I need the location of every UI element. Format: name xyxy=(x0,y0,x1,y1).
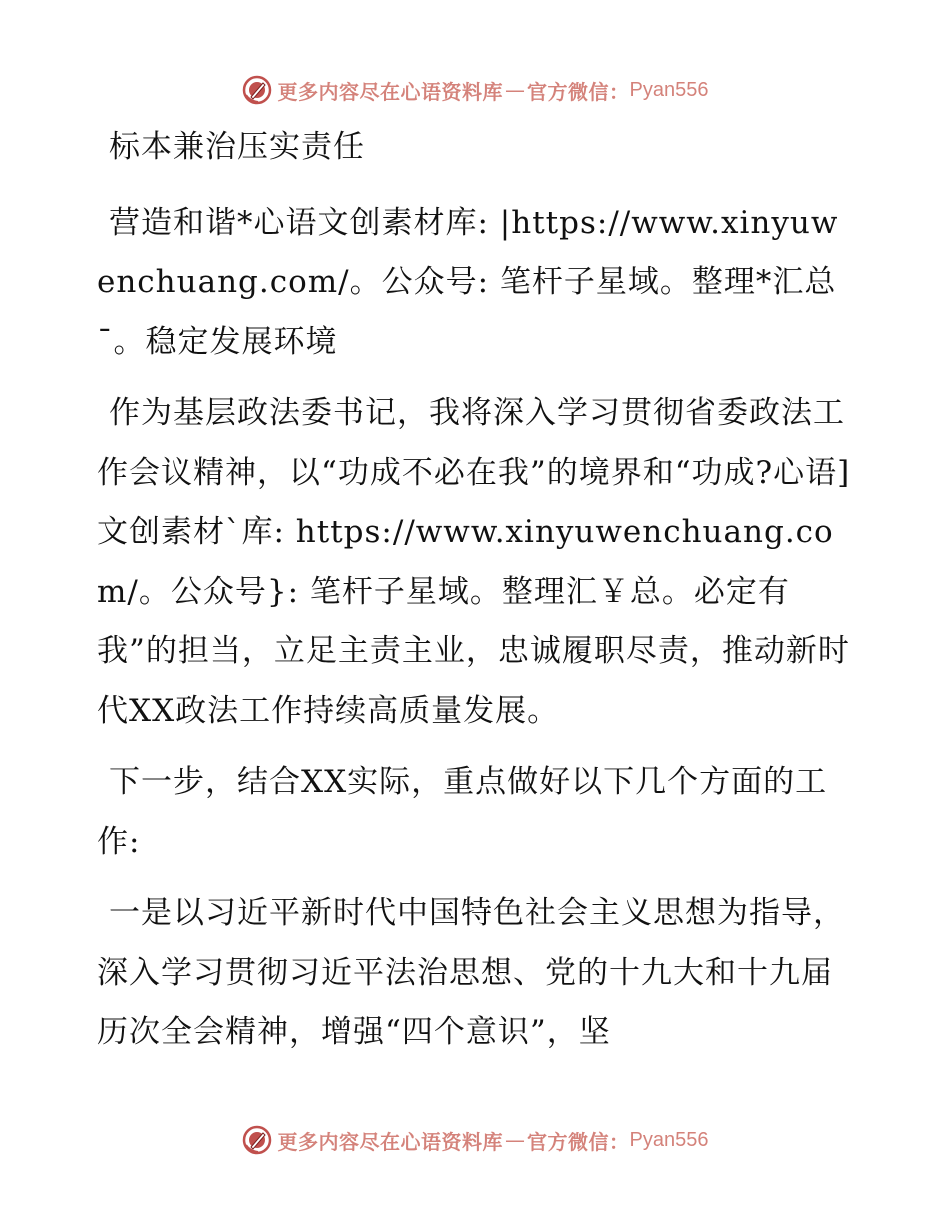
pen-seal-logo-icon xyxy=(242,1125,272,1155)
paragraph xyxy=(97,194,857,373)
paragraph xyxy=(97,753,857,872)
document-title: 标本兼治压实责任 xyxy=(109,129,365,165)
paragraph-text: 下一步，结合XX实际，重点做好以下几个方面的工作: xyxy=(97,764,828,860)
paragraph xyxy=(97,384,857,741)
footer-banner xyxy=(0,1120,950,1160)
pen-seal-logo-icon xyxy=(242,75,272,105)
paragraph-text: 作为基层政法委书记，我将深入学习贯彻省委政法工作会议精神，以“功成不必在我”的境界和“功成?心语]文创素材`库: https://www.xinyuwenchuang.com/。公众号}: 笔杆子星域。整理汇￥总。必定有我”的担当，立足主责主业，忠诚履职尽责，推动新时代XX政法工作持续高质量发展。 xyxy=(97,395,851,729)
banner-title: 更多内容尽在心语资料库 xyxy=(277,79,504,104)
banner-account: 官方微信： xyxy=(527,1129,630,1154)
banner-handle: Pyan556 xyxy=(629,78,709,101)
document-body xyxy=(97,118,857,1075)
paragraph-text: 营造和谐*心语文创素材库: |https://www.xinyuwenchuang.com/。公众号: 笔杆子星域。整理*汇总¯。稳定发展环境 xyxy=(97,204,839,360)
paragraph xyxy=(97,884,857,1063)
paragraph-text: 一是以习近平新时代中国特色社会主义思想为指导，深入学习贯彻习近平法治思想、党的十九大和十九届历次全会精神，增强“四个意识”，坚 xyxy=(97,895,845,1050)
banner-separator: — xyxy=(505,78,526,102)
banner-handle: Pyan556 xyxy=(629,1128,709,1151)
banner-separator: — xyxy=(505,1128,526,1152)
banner-account: 官方微信： xyxy=(527,79,630,104)
banner-title: 更多内容尽在心语资料库 xyxy=(277,1129,504,1154)
header-banner xyxy=(0,70,950,110)
